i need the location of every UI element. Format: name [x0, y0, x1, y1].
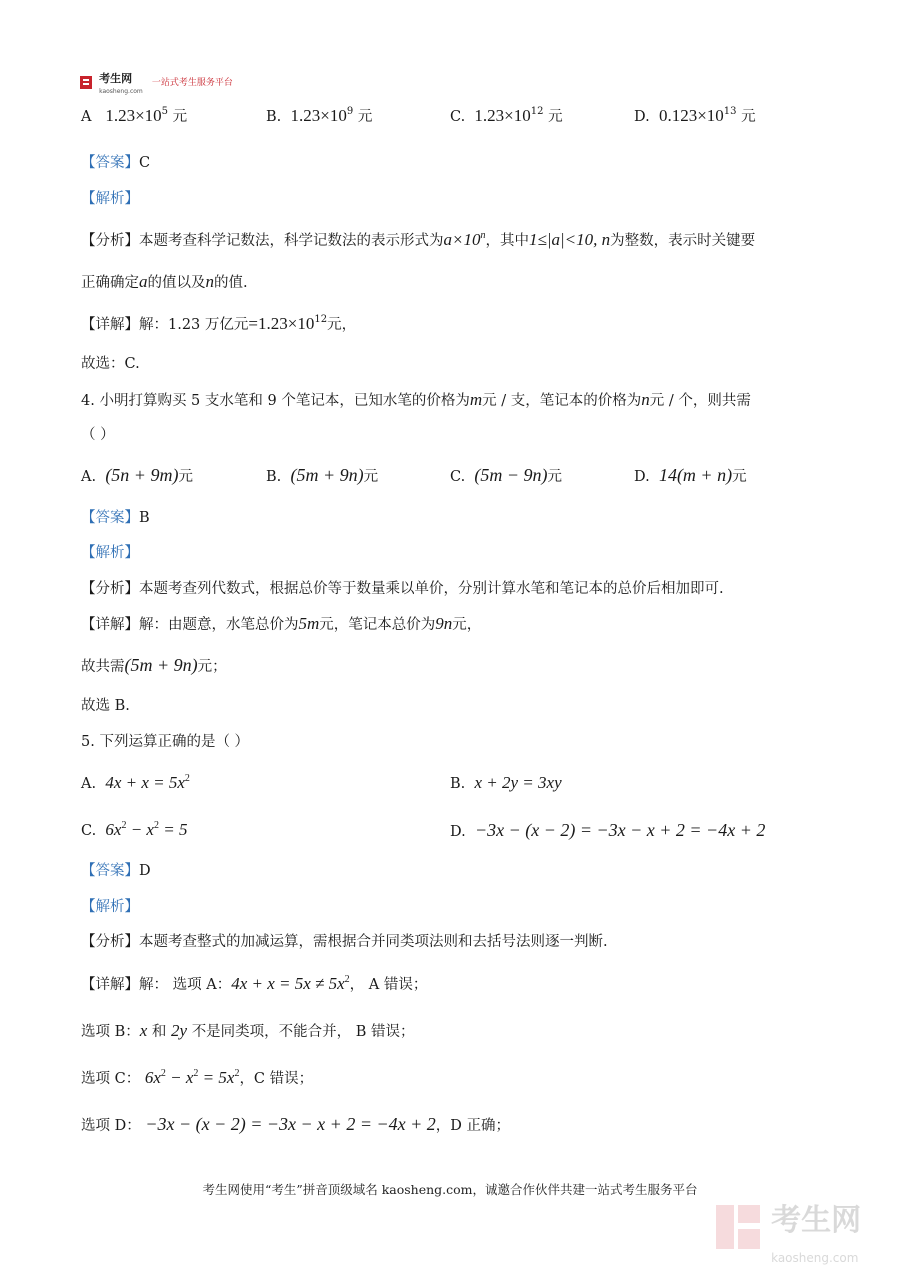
watermark — [716, 1205, 861, 1273]
logo-domain: kaosheng.com — [99, 88, 143, 95]
q4-analysis-tag: 【解析】 — [81, 545, 139, 561]
logo-mark-icon — [80, 76, 92, 89]
q5-detail-d: 选项 D： −3x − (x − 2) = −3x − x + 2 = −4x + 2，D 正确； — [81, 1114, 510, 1134]
q3-analysis-tag: 【解析】 — [81, 191, 139, 207]
q5-option-b: B. x + 2y = 3xy — [450, 773, 562, 792]
q3-detail: 【详解】解：1.23 万亿元$=1.23\times 10^{12}$元， — [81, 314, 357, 333]
q5-fenxi: 【分析】本题考查整式的加减运算，需根据合并同类项法则和去括号法则逐一判断. — [81, 934, 608, 950]
q4-option-d: D. 14(m + n)元 — [634, 465, 747, 485]
watermark-domain: kaosheng.com — [771, 1251, 859, 1265]
q3-fenxi-line1: 【分析】本题考查科学记数法，科学记数法的表示形式为$a\times 10^n$，其中1≤|a|<10, n为整数，表示时关键要 — [81, 230, 756, 249]
q3-option-c: C. $1.23\times 10^{12}$ 元 — [450, 106, 563, 125]
q4-option-a: A. (5n + 9m)元 — [81, 465, 193, 485]
q4-stem-paren: （ ） — [81, 427, 115, 443]
q5-detail-c: 选项 C： $6x^2 - x^2 = 5x^2$，C 错误； — [81, 1068, 314, 1087]
q3-choose: 故选：C. — [81, 356, 140, 372]
q5-stem: 5. 下列运算正确的是（ ） — [81, 734, 250, 750]
watermark-brand: 考生网 — [771, 1203, 862, 1238]
logo-slogan: 一站式考生服务平台 — [151, 78, 233, 88]
q4-fenxi: 【分析】本题考查列代数式，根据总价等于数量乘以单价，分别计算水笔和笔记本的总价后相加即可. — [81, 581, 724, 597]
q5-detail-a: 【详解】解： 选项 A：$4x + x = 5x \ne 5x^2$， A 错误； — [81, 974, 428, 993]
q3-fenxi-line2: 正确确定a的值以及n的值. — [81, 272, 248, 291]
q5-option-d: D. −3x − (x − 2) = −3x − x + 2 = −4x + 2 — [450, 820, 766, 840]
q3-option-d: D. $0.123\times 10^{13}$ 元 — [634, 106, 756, 125]
q4-option-c: C. (5m − 9n)元 — [450, 465, 563, 485]
q5-option-c: C. $6x^2 - x^2 = 5$ — [81, 820, 188, 839]
q3-option-b: B. $1.23\times 10^9$ 元 — [266, 106, 373, 125]
q4-detail: 【详解】解：由题意，水笔总价为5m元，笔记本总价为9n元， — [81, 614, 482, 633]
q4-option-b: B. (5m + 9n)元 — [266, 465, 379, 485]
q4-stem-line1: 4. 小明打算购买 5 支水笔和 9 个笔记本，已知水笔的价格为m元 / 支，笔记本的价格为n元 / 个，则共需 — [81, 390, 751, 409]
q3-answer: 【答案】C — [81, 155, 151, 171]
header-logo — [80, 72, 233, 95]
q5-analysis-tag: 【解析】 — [81, 899, 139, 915]
q3-option-a: A $1.23\times 10^5$ 元 — [81, 106, 188, 125]
q5-detail-b: 选项 B：x 和 2y 不是同类项，不能合并， B 错误； — [81, 1021, 415, 1040]
footer-text: 考生网使用“考生”拼音顶级域名 kaosheng.com，诚邀合作伙伴共建一站式考生服务平台 — [202, 1182, 698, 1197]
watermark-logo-icon — [716, 1205, 760, 1249]
q4-answer: 【答案】B — [81, 510, 150, 526]
logo-brand: 考生网 — [99, 72, 133, 85]
q5-answer: 【答案】D — [81, 863, 151, 879]
q4-choose: 故选 B. — [81, 698, 130, 714]
q5-option-a: A. $4x + x = 5x^2$ — [81, 773, 190, 792]
q4-total: 故共需(5m + 9n)元； — [81, 655, 227, 675]
